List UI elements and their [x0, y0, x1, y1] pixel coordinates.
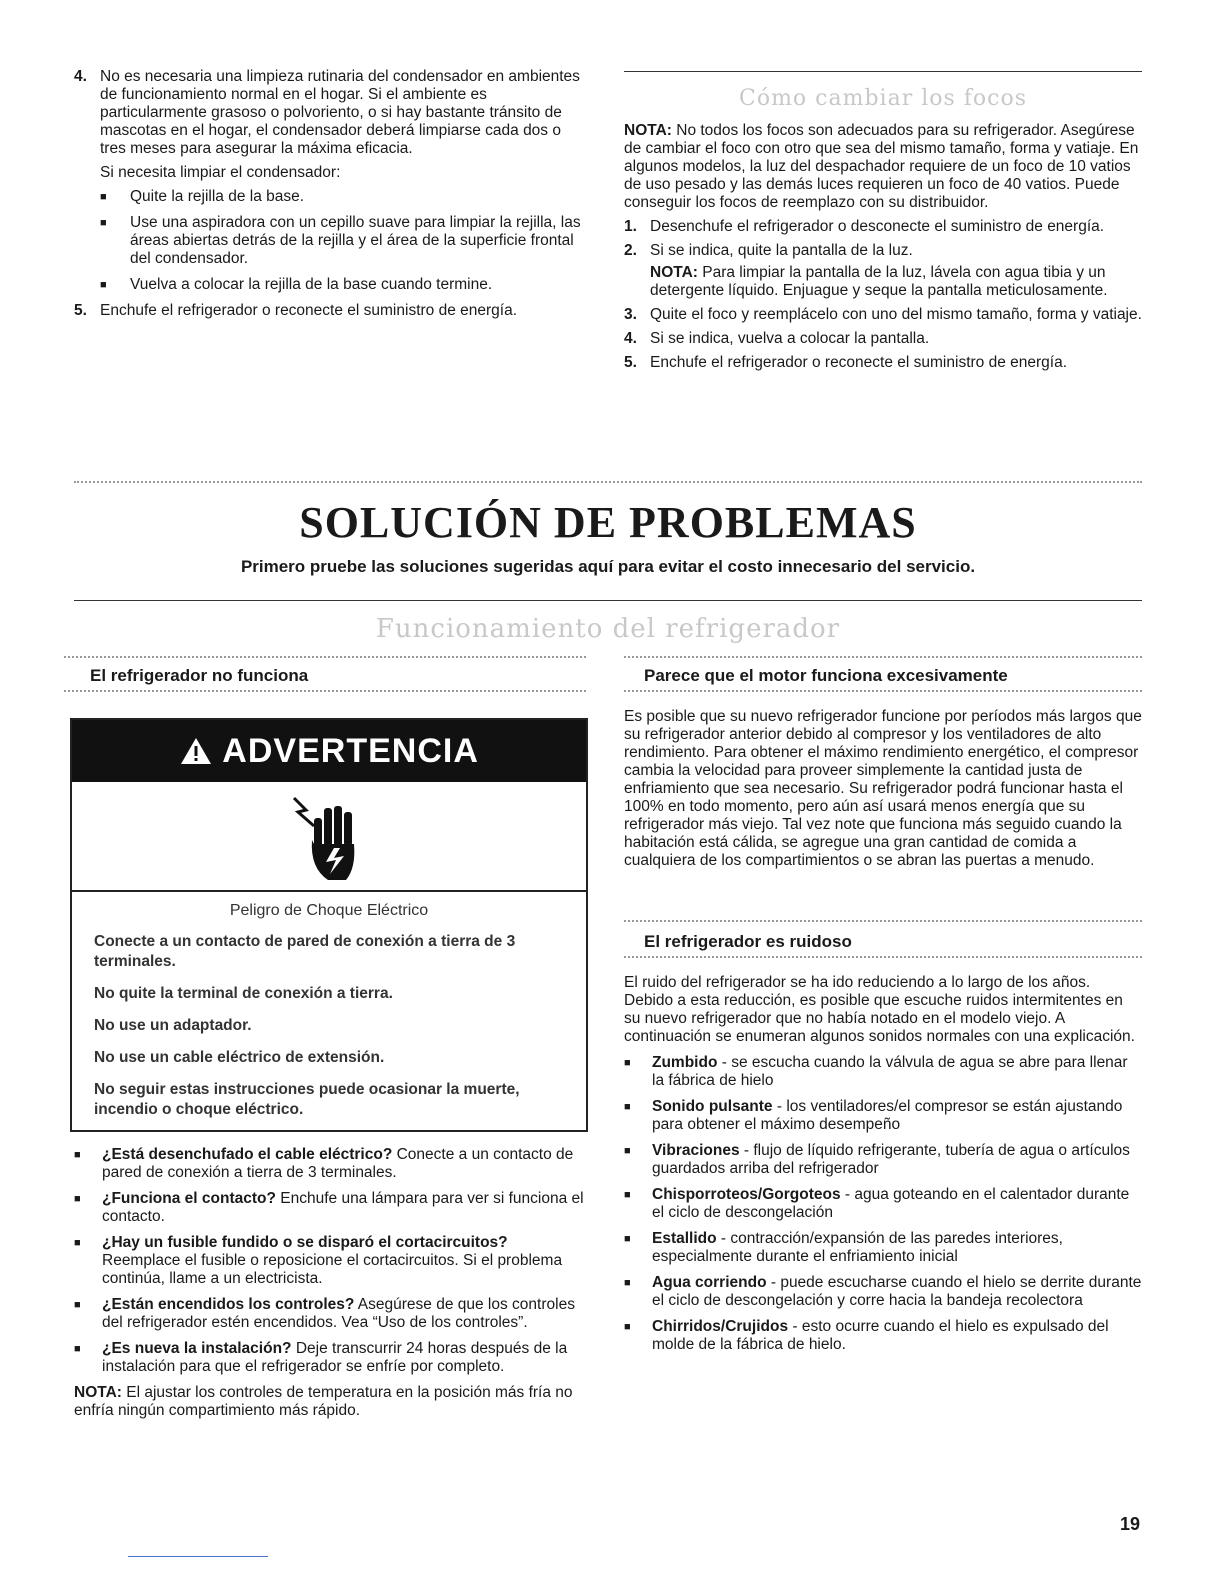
list-item: ■ ¿Están encendidos los controles? Asegúrese de que los controles del refrigerador estén encendidos. Vea “Uso de los controles”.: [74, 1296, 575, 1331]
noise-heading-dots-top: [624, 920, 1142, 922]
warning-box: [70, 718, 588, 1132]
list-item: ■ Zumbido - se escucha cuando la válvula de agua se abre para llenar la fábrica de hielo: [624, 1054, 1128, 1089]
step-5: 5. Enchufe el refrigerador o reconecte el suministro de energía.: [74, 302, 518, 319]
warning-line: No seguir estas instrucciones puede ocasionar la muerte, incendio o choque eléctrico.: [94, 1081, 520, 1118]
footer-link-line: [128, 1556, 268, 1557]
page-title: SOLUCIÓN DE PROBLEMAS: [299, 498, 917, 547]
warning-line: No use un cable eléctrico de extensión.: [94, 1049, 385, 1066]
right-heading-dots-top: [624, 656, 1142, 658]
list-item: ■ ¿Es nueva la instalación? Deje transcurrir 24 horas después de la instalación para que el refrigerador se enfríe por completo.: [74, 1340, 568, 1375]
shock-hazard-icon: [72, 782, 586, 892]
list-item: ■ Chisporroteos/Gorgoteos - agua goteando en el calentador durante el ciclo de descongelación: [624, 1186, 1130, 1221]
noise-column: [624, 974, 1142, 1362]
motor-heading: Parece que el motor funciona excesivamente: [644, 666, 1008, 685]
list-item: ■ Estallido - contracción/expansión de las paredes interiores, especialmente durante el enfriamiento inicial: [624, 1230, 1063, 1265]
bulb-step: 3. Quite el foco y reemplácelo con uno del mismo tamaño, forma y vatiaje.: [624, 306, 1142, 323]
motor-text: Es posible que su nuevo refrigerador funcione por períodos más largos que su refrigerador anterior debido al compresor y los ventiladores de alto rendimiento. Para obtener el máximo rendimiento energético, el compresor cambia la velocidad para proveer simplemente la cantidad justa de enfriamiento que sea necesario. Su refrigerador podrá funcionar hasta el 100% en todo momento, pero aún así usará menos energía que su refrigerador más viejo. Tal vez note que funciona más seguido cuando la habitación está cálida, se agregue una gran cantidad de comida a cualquiera de los compartimientos o se abran las puertas a menudo.: [624, 708, 1142, 869]
list-item: ■ Agua corriendo - puede escucharse cuando el hielo se derrite durante el ciclo de descongelación y corre hacia la bandeja recolectora: [624, 1274, 1142, 1309]
hazard-label: Peligro de Choque Eléctrico: [229, 902, 429, 919]
warning-line: Conecte a un contacto de pared de conexión a tierra de 3 terminales.: [94, 933, 516, 970]
page-number: 19: [1119, 1514, 1140, 1534]
section-heading: Funcionamiento del refrigerador: [375, 614, 841, 644]
section-rule: [74, 600, 1142, 601]
bulb-section-rule: [624, 71, 1142, 72]
bulb-step: 5. Enchufe el refrigerador o reconecte el suministro de energía.: [624, 354, 1068, 371]
list-item: ■ Quite la rejilla de la base.: [100, 188, 305, 205]
noise-heading: El refrigerador es ruidoso: [644, 932, 852, 951]
warning-triangle-icon: [179, 732, 222, 770]
warning-header: [72, 720, 586, 782]
list-item: ■ Use una aspiradora con un cepillo suave para limpiar la rejilla, las áreas abiertas detrás de la rejilla y el área de la superficie frontal del condensador.: [100, 214, 581, 267]
list-item: ■ Sonido pulsante - los ventiladores/el compresor se están ajustando para obtener el máximo desempeño: [624, 1098, 1123, 1133]
bulb-step: 4. Si se indica, vuelva a colocar la pantalla.: [624, 330, 930, 347]
warning-title: ADVERTENCIA: [222, 732, 479, 770]
bulb-step: 2. Si se indica, quite la pantalla de la luz.: [624, 242, 913, 259]
page-subtitle: Primero pruebe las soluciones sugeridas aquí para evitar el costo innecesario del servicio.: [240, 557, 976, 576]
temperature-note: NOTA: El ajustar los controles de temperatura en la posición más fría no enfría ningún compartimiento más rápido.: [74, 1384, 573, 1419]
sub-intro: Si necesita limpiar el condensador:: [100, 164, 341, 181]
noise-heading-dots-bottom: [624, 956, 1142, 958]
list-item: ■ ¿Hay un fusible fundido o se disparó el cortacircuitos? Reemplace el fusible o reposicione el cortacircuitos. Si el problema continúa, llame a un electricista.: [74, 1234, 563, 1287]
title-divider: [74, 481, 1142, 483]
list-item: ■ Vibraciones - flujo de líquido refrigerante, tubería de agua o artículos guardados arriba del refrigerador: [624, 1142, 1130, 1177]
bulb-step-note: NOTA: Para limpiar la pantalla de la luz, lávela con agua tibia y un detergente líquido. Enjuague y seque la pantalla meticulosamente.: [650, 264, 1108, 299]
bulb-note: NOTA: No todos los focos son adecuados para su refrigerador. Asegúrese de cambiar el foco con otro que sea del mismo tamaño, forma y vatiaje. En algunos modelos, la luz del despachador requiere de un foco de 10 vatios de uso pesado y las demás luces requieren un foco de 40 vatios. Puede conseguir los focos de reemplazo con su distribuidor.: [624, 122, 1139, 211]
condenser-cleaning-column: [74, 68, 586, 326]
list-item: ■ Chirridos/Crujidos - esto ocurre cuando el hielo es expulsado del molde de la fábrica de hielo.: [624, 1318, 1109, 1353]
bulb-step: 1. Desenchufe el refrigerador o desconecte el suministro de energía.: [624, 218, 1105, 235]
step-4: 4. No es necesaria una limpieza rutinaria del condensador en ambientes de funcionamiento normal en el hogar. Si el ambiente es particularmente grasoso o polvoriento, o si hay bastante tránsito de mascotas en el hogar, el condensador deberá limpiarse cada dos o tres meses para asegurar la máxima eficacia.: [74, 68, 580, 157]
noise-text: El ruido del refrigerador se ha ido reduciendo a lo largo de los años. Debido a esta reducción, es posible que escuche ruidos intermitentes en su nuevo refrigerador que no había notado en el modelo viejo. A continuación se enumeran algunos sonidos normales con una explicación.: [624, 974, 1135, 1045]
list-item: ■ ¿Está desenchufado el cable eléctrico? Conecte a un contacto de pared de conexión a tierra de 3 terminales.: [74, 1146, 574, 1181]
right-heading-dots-bottom: [624, 690, 1142, 692]
left-heading-dots-top: [64, 656, 586, 658]
warning-line: No quite la terminal de conexión a tierra.: [94, 985, 393, 1002]
bulb-section-heading: Cómo cambiar los focos: [738, 86, 1028, 111]
list-item: ■ Vuelva a colocar la rejilla de la base cuando termine.: [100, 276, 493, 293]
left-heading-dots-bottom: [64, 690, 586, 692]
power-checklist: [74, 1146, 586, 1426]
no-function-heading: El refrigerador no funciona: [90, 666, 309, 685]
warning-line: No use un adaptador.: [94, 1017, 252, 1034]
bulb-change-column: [624, 122, 1142, 378]
list-item: ■ ¿Funciona el contacto? Enchufe una lámpara para ver si funciona el contacto.: [74, 1190, 584, 1225]
